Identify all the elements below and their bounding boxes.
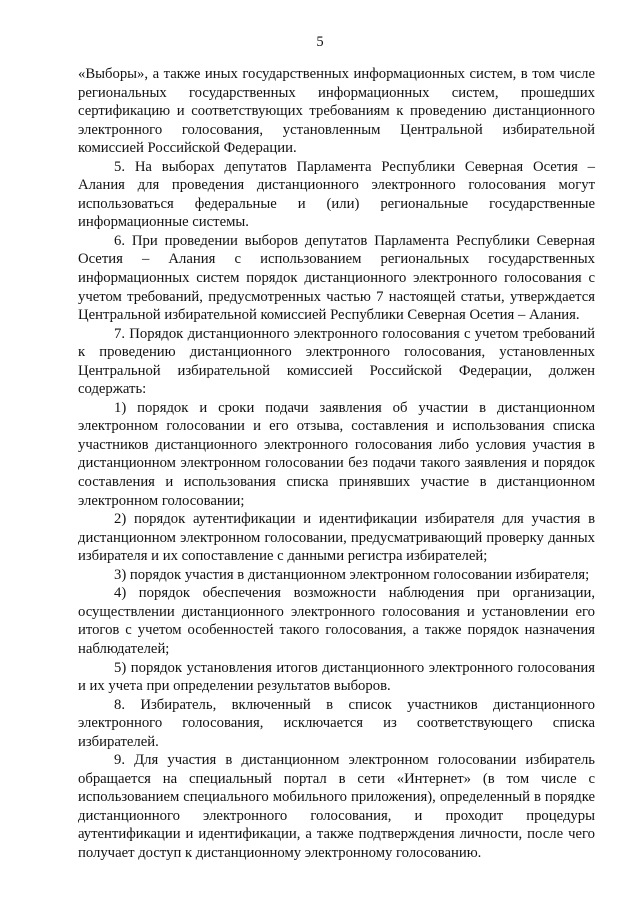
subitem-4: 4) порядок обеспечения возможности наблюдения при организации, осуществлении дистанционного электронного голосования и установлении его итогов с учетом особенностей такого голосования, а также порядок назначения наблюдателей; <box>78 585 595 657</box>
page-number: 5 <box>316 34 324 50</box>
subitem-1: 1) порядок и сроки подачи заявления об участии в дистанционном электронном голосовании и его отзыва, составления и использования списка участников дистанционного электронного голосования либо условия участия в дистанционном электронном голосовании без подачи такого заявления и порядок составления и использования списка принявших участие в дистанционном электронном голосовании; <box>78 399 595 509</box>
paragraph-item-7: 7. Порядок дистанционного электронного голосования с учетом требований к проведению дистанционного электронного голосования, установленных Центральной избирательной комиссией Российской Федерации, должен содержать: <box>78 325 595 398</box>
subitem-2: 2) порядок аутентификации и идентификации избирателя для участия в дистанционном электронном голосовании, предусматривающий проверку данных избирателя и их сопоставление с данными регистра избирателей; <box>78 511 595 565</box>
paragraph-item-5: 5. На выборах депутатов Парламента Республики Северная Осетия – Алания для проведения дистанционного электронного голосования могут использоваться федеральные и (или) региональные государственные информационные системы. <box>78 158 595 231</box>
subitem-3: 3) порядок участия в дистанционном электронном голосовании избирателя; <box>114 566 590 583</box>
paragraph-item-9: 9. Для участия в дистанционном электронном голосовании избиратель обращается на специальный портал в сети «Интернет» (в том числе с использованием специального мобильного приложения), определенный в порядке дистанционного электронного голосования, и проходит процедуры аутентификации и идентификации, а также подтверждения личности, после чего получает доступ к дистанционному электронному голосованию. <box>78 752 595 861</box>
paragraph-item-6: 6. При проведении выборов депутатов Парламента Республики Северная Осетия – Алания с использованием региональных государственных информационных систем порядок дистанционного электронного голосования с учетом требований, предусмотренных частью 7 настоящей статьи, утверждается Центральной избирательной комиссией Республики Северная Осетия – Алания. <box>78 232 595 324</box>
document-body <box>78 65 595 863</box>
subitem-5: 5) порядок установления итогов дистанционного электронного голосования и их учета при определении результатов выборов. <box>78 659 595 695</box>
paragraph-continuation: «Выборы», а также иных государственных информационных систем, в том числе региональных государственных информационных систем, прошедших сертификацию и соответствующих требованиям к проведению дистанционного электронного голосования, установленным Центральной избирательной комиссией Российской Федерации. <box>78 66 595 157</box>
paragraph-item-8: 8. Избиратель, включенный в список участников дистанционного электронного голосования, исключается из соответствующего списка избирателей. <box>78 696 595 750</box>
